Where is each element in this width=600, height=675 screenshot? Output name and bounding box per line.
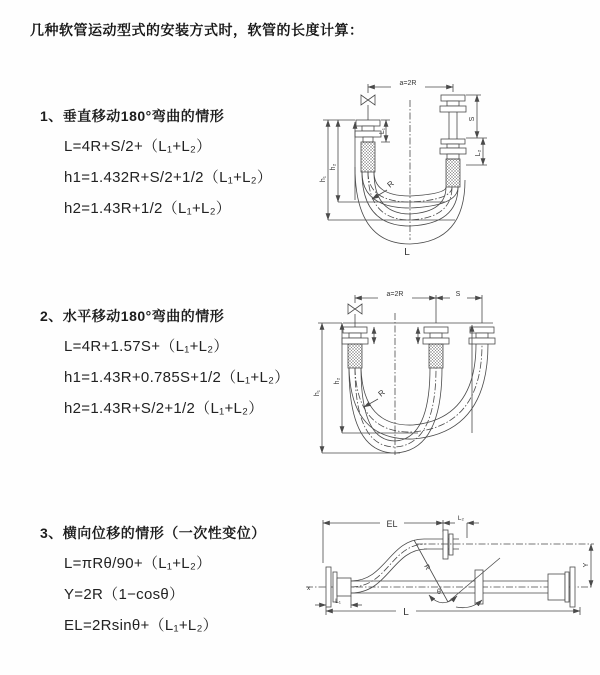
dim-label-a2r: a=2R — [399, 80, 417, 87]
radius-label: R — [376, 387, 387, 399]
dim-a2r-s — [355, 295, 482, 323]
radius-label: R — [422, 563, 431, 572]
radius-label: R — [385, 178, 396, 190]
dim-label-el: EL — [386, 519, 398, 529]
radius-leader — [364, 399, 378, 407]
dim-label-l2: L₂ — [457, 515, 465, 522]
dim-label-s: S — [455, 291, 461, 298]
dim-label-l1: L₁ — [335, 598, 341, 605]
hose-u-curves-original — [349, 368, 442, 453]
left-fitting — [342, 327, 368, 368]
dim-label-s: S — [469, 116, 476, 122]
braid-hose-section — [348, 344, 362, 368]
braid-hose-section — [429, 344, 443, 368]
dim-label-a2r: a=2R — [386, 291, 404, 298]
radius-angle-construction — [414, 540, 500, 608]
section-2-formula-h1: h1=1.43R+0.785S+1/2（L₁+L₂） — [64, 369, 290, 386]
section-3-formula-Y: Y=2R（1−cosθ） — [64, 586, 185, 603]
section-1-formula-L: L=4R+S/2+（L₁+L₂） — [64, 138, 212, 155]
dim-label-h1: h₁ — [314, 389, 321, 397]
dim-label-h1: h₁ — [320, 175, 327, 183]
diagram-horizontal-180-bend — [308, 283, 586, 468]
section-1-formula-h2: h2=1.43R+1/2（L₁+L₂） — [64, 200, 232, 217]
section-1 — [40, 106, 272, 218]
theta-label: θ — [437, 589, 441, 596]
diagram-lateral-displacement — [296, 508, 600, 658]
moved-fitting — [469, 327, 495, 344]
section-2-formula-h2: h2=1.43R+S/2+1/2（L₁+L₂） — [64, 400, 264, 417]
section-1-heading: 1、垂直移动180°弯曲的情形 — [40, 108, 225, 124]
valve-icon — [361, 95, 375, 120]
dim-label-h2: h₂ — [334, 377, 341, 385]
left-fitting — [355, 120, 381, 172]
middle-fitting — [423, 327, 449, 368]
section-2-formula-L: L=4R+1.57S+（L₁+L₂） — [64, 338, 229, 355]
dim-label-l1: L₁ — [379, 127, 386, 135]
dim-label-l2: L₂ — [475, 149, 482, 157]
dim-l — [326, 607, 580, 615]
dim-label-h2: h₂ — [330, 163, 337, 171]
section-2 — [40, 306, 290, 418]
section-3 — [40, 523, 266, 635]
length-label: L — [403, 607, 409, 618]
upper-flange — [424, 530, 459, 559]
page-title: 几种软管运动型式的安装方式时，软管的长度计算： — [30, 22, 364, 38]
length-label: L — [404, 247, 410, 258]
section-3-formula-EL: EL=2Rsinθ+（L₁+L₂） — [64, 617, 218, 634]
section-1-formula-h1: h1=1.432R+S/2+1/2（L₁+L₂） — [64, 169, 273, 186]
diagram-vertical-180-bend — [293, 72, 525, 267]
dim-el — [323, 520, 443, 563]
section-3-formula-L: L=πRθ/90+（L₁+L₂） — [64, 555, 212, 572]
braid-hose-section — [446, 159, 460, 187]
section-3-heading: 3、横向位移的情形（一次性变位） — [40, 525, 266, 541]
right-fitting — [440, 95, 466, 187]
braid-hose-section — [361, 142, 375, 172]
hose-u-curves-moved — [349, 344, 488, 439]
hose-s-curve — [351, 539, 427, 593]
dim-label-y: Y — [583, 562, 590, 568]
section-2-heading: 2、水平移动180°弯曲的情形 — [40, 308, 225, 324]
valve-icon — [348, 304, 362, 327]
axis-mark: x — [307, 585, 311, 592]
